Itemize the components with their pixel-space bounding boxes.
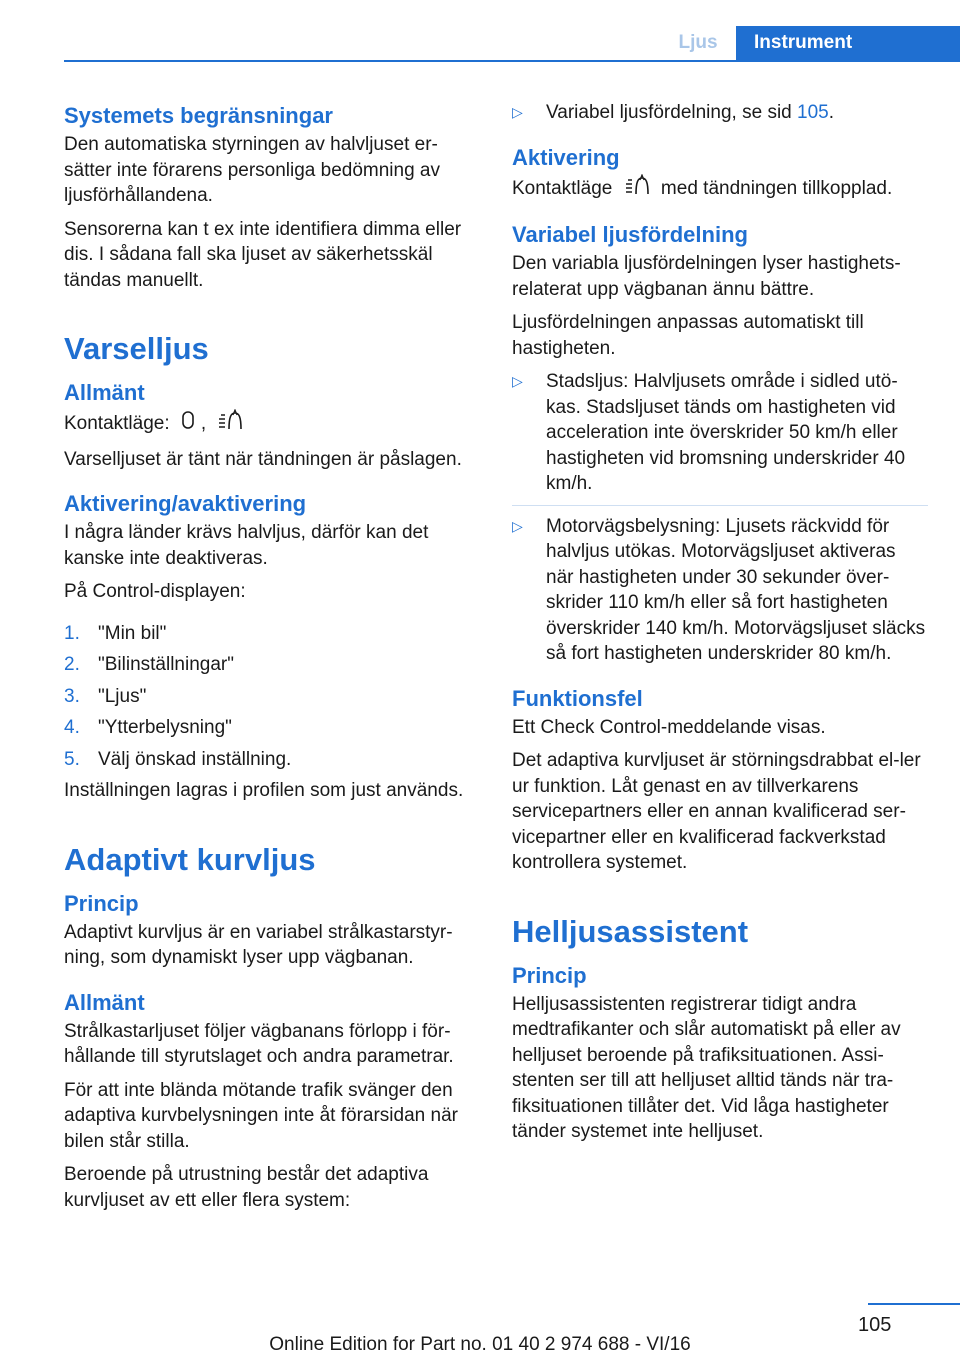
helljus-princip-paragraph: Helljusassistenten registrerar tidigt andra medtrafikanter och slår automatiskt på eller av helljuset beroende på trafiksituationen. Assi-stenten ser till att helljuset alltid tänds när tra-fiksituationen tillåter det. Vid låga hastigheter tänder systemet inte helljuset. xyxy=(512,993,901,1142)
funktionsfel-paragraph-2: Det adaptiva kurvljuset är störningsdrabbat el-ler ur funktion. Låt genast en av tillverkarens servicepartners eller en annan kvalificerad ser-vicepartner eller en kvalificerad fackverkstad kontrollera systemet. xyxy=(512,750,921,873)
funktionsfel-paragraph-1: Ett Check Control-meddelande visas. xyxy=(512,716,826,738)
list-item: 3. "Ljus" xyxy=(64,685,147,707)
variabel-paragraph-1: Den variabla ljusfördelningen lyser hastighets-relaterat upp vägbanan ännu bättre. xyxy=(512,253,901,300)
heading-systemets-begransningar: Systemets begränsningar xyxy=(64,103,333,128)
heading-helljusassistent: Helljusassistent xyxy=(512,913,749,949)
ignition-on-icon xyxy=(217,409,243,439)
list-item: ▷ Stadsljus: Halvljusets område i sidled utö-kas. Stadsljuset tänds om hastigheten vid acceleration inte överskrider 50 km/h eller hastigheten vid bromsning underskrider 40 km/h. xyxy=(512,369,928,506)
heading-princip-right: Princip xyxy=(512,962,587,988)
allmant2-paragraph-2: För att inte blända mötande trafik svänger den adaptiva kurvbelysningen inte åt förarsidan när bilen står stilla. xyxy=(64,1079,458,1152)
left-column xyxy=(64,100,480,1221)
heading-funktionsfel: Funktionsfel xyxy=(512,685,643,711)
aktivering-paragraph-1: I några länder krävs halvljus, därför kan det kanske inte deaktiveras. xyxy=(64,522,429,569)
heading-princip: Princip xyxy=(64,890,139,916)
heading-varselljus: Varselljus xyxy=(64,331,209,366)
allmant2-paragraph-1: Strålkastarljuset följer vägbanans förlopp i för-hållande till styrutslaget och andra parametrar. xyxy=(64,1020,454,1067)
aktivering-line: Kontaktläge med tändningen tillkopplad. xyxy=(512,174,928,204)
heading-adaptivt-kurvljus: Adaptivt kurvljus xyxy=(64,841,316,877)
page-number: 105 xyxy=(858,1314,892,1336)
heading-allmant: Allmänt xyxy=(64,380,145,405)
kontaktlage-separator: , xyxy=(200,412,207,434)
heading-aktivering-avaktivering: Aktivering/avaktivering xyxy=(64,491,307,516)
systemets-paragraph-2: Sensorerna kan t ex inte identifiera dimma eller dis. I sådana fall ska ljuset av säkerhetsskäl tändas manuellt. xyxy=(64,218,462,291)
list-item: ▷ Variabel ljusfördelning, se sid 105. xyxy=(512,100,928,134)
aktivering-paragraph-2: På Control-displayen: xyxy=(64,581,246,602)
header-rule xyxy=(64,60,960,62)
heading-variabel-ljusfordelning: Variabel ljusfördelning xyxy=(512,222,748,247)
page-link-105[interactable]: 105 xyxy=(797,102,829,123)
triangle-bullet-icon: ▷ xyxy=(512,517,523,534)
list-item: ▷ Motorvägsbelysning: Ljusets räckvidd för halvljus utökas. Motorvägsljuset aktiveras när hastigheten under 30 sekunder över-skrider 110 km/h eller så fort hastigheten överskrider 140 km/h. Motorvägsljuset släcks så fort hastigheten underskrider 80 km/h. xyxy=(512,514,928,675)
bullet-list-variabel xyxy=(512,369,928,675)
heading-aktivering: Aktivering xyxy=(512,144,620,170)
systemets-paragraph-1: Den automatiska styrningen av halvljuset er-sätter inte förarens personliga bedömning av ljusförhållandena. xyxy=(64,134,441,206)
ignition-on-icon xyxy=(624,174,650,204)
kontaktlage-line xyxy=(64,409,480,439)
heading-allmant-2: Allmänt xyxy=(64,989,145,1015)
right-column xyxy=(512,100,928,1153)
princip-paragraph: Adaptivt kurvljus är en variabel strålkastarstyr-ning, som dynamiskt lyser upp vägbanan. xyxy=(64,921,453,968)
list-item: 2. "Bilinställningar" xyxy=(64,654,234,675)
installningen-paragraph: Inställningen lagras i profilen som just används. xyxy=(64,780,464,801)
list-item: 4. "Ytterbelysning" xyxy=(64,717,232,738)
bullet-list-top xyxy=(512,100,928,134)
ignition-radio-icon xyxy=(181,410,195,438)
list-item: 5. Välj önskad inställning. xyxy=(64,748,292,770)
header-tab-instrument: Instrument xyxy=(736,26,960,60)
steps-list xyxy=(64,621,480,773)
variabel-paragraph-2: Ljusfördelningen anpassas automatiskt till hastigheten. xyxy=(512,312,864,359)
triangle-bullet-icon: ▷ xyxy=(512,373,523,389)
triangle-bullet-icon: ▷ xyxy=(512,104,523,120)
footer-edition: Online Edition for Part no. 01 40 2 974 688 - VI/16 xyxy=(269,1334,691,1355)
kontaktlage-label: Kontaktläge: xyxy=(64,412,170,434)
footer-rule xyxy=(868,1303,960,1305)
varselljus-paragraph: Varselljuset är tänt när tändningen är påslagen. xyxy=(64,448,462,470)
list-item: 1. "Min bil" xyxy=(64,622,167,644)
allmant2-paragraph-3: Beroende på utrustning består det adaptiva kurvljuset av ett eller flera system: xyxy=(64,1164,429,1211)
header-tab-ljus: Ljus xyxy=(678,32,718,53)
